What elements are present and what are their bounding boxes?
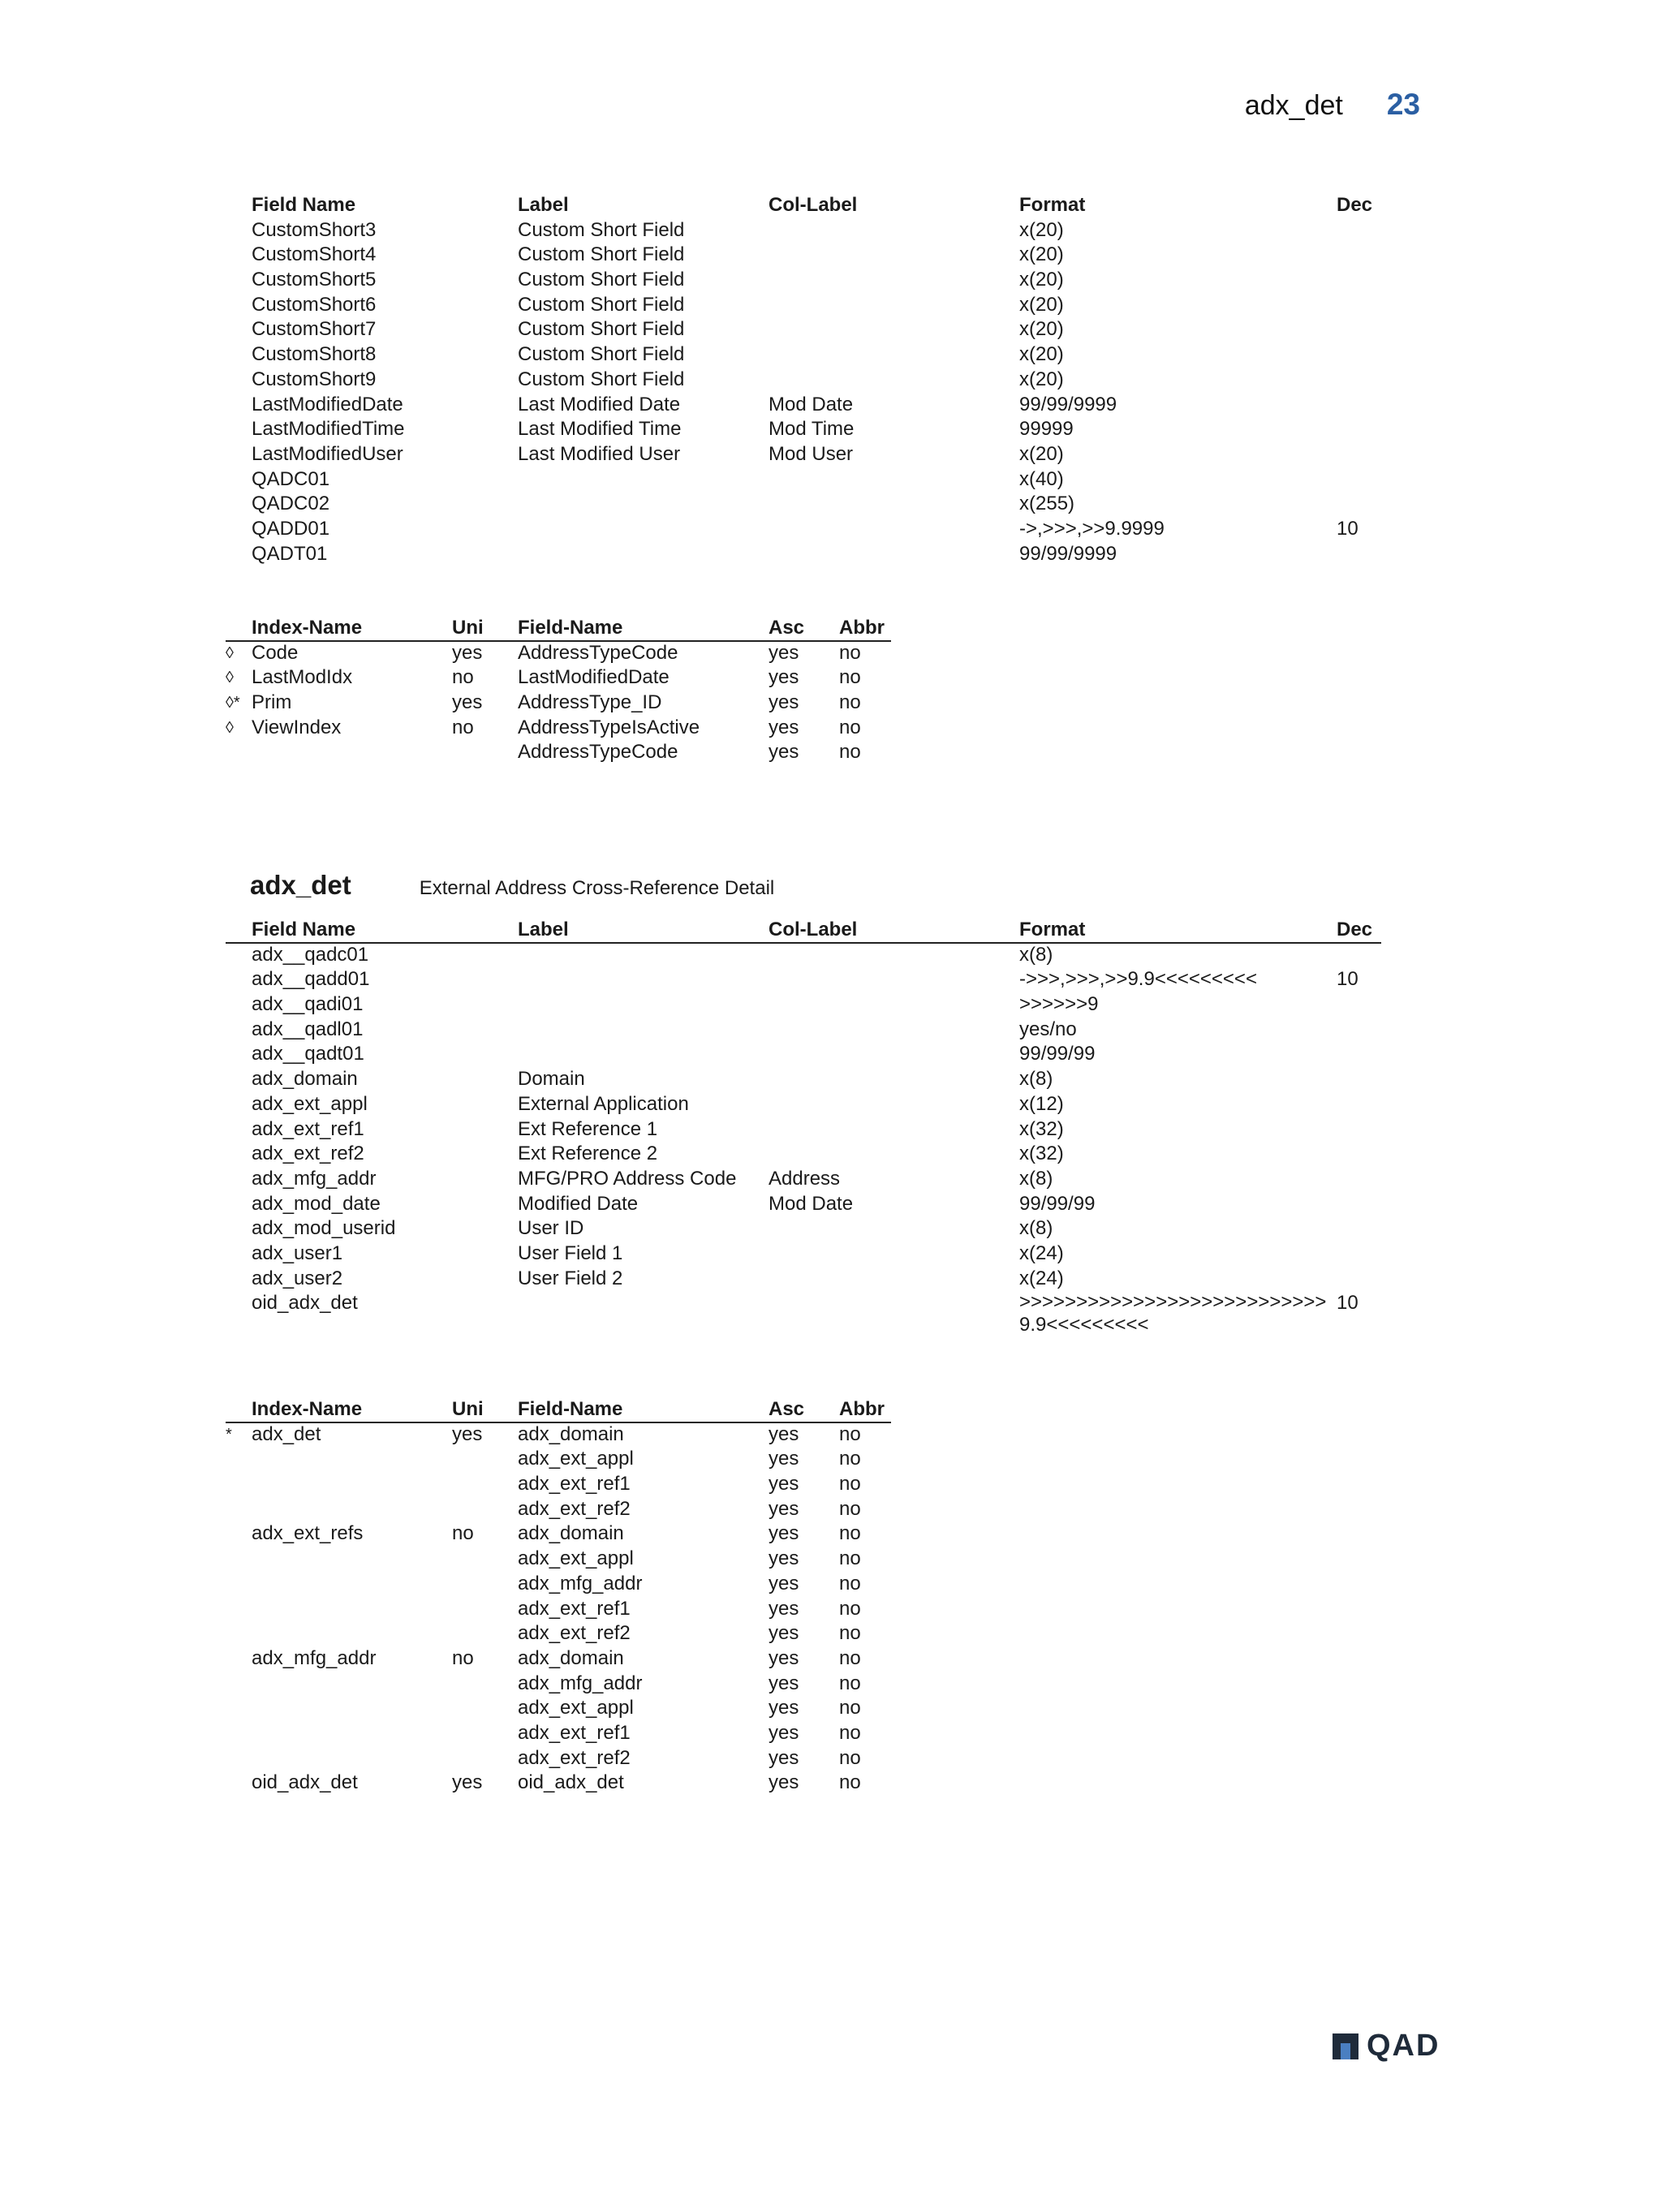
col-header-field-name: Field Name [252,194,356,216]
col-header-label: Label [518,919,569,940]
format-cell: >>>>>>>>>>>>>>>>>>>>>>>>>>>9.9<<<<<<<<< [1019,1291,1327,1336]
index-name-cell: oid_adx_det [252,1771,358,1794]
format-cell: x(20) [1019,318,1064,341]
format-cell: ->,>>>,>>9.9999 [1019,517,1165,540]
field-name-cell: LastModifiedDate [252,393,403,415]
field-name-cell: oid_adx_det [252,1292,358,1315]
abbreviated-cell: no [839,1746,861,1769]
ascending-cell: yes [769,1771,799,1794]
field-name-cell: adx_ext_appl [252,1092,368,1115]
field-name-cell: QADC01 [252,467,330,490]
abbreviated-cell: no [839,1422,861,1445]
label-cell: User ID [518,1217,584,1240]
col-header-field-name: Field Name [252,919,356,940]
ascending-cell: yes [769,1497,799,1520]
format-cell: >>>>>>9 [1019,993,1099,1016]
ascending-cell: yes [769,716,799,738]
field-name-cell: adx__qadl01 [252,1018,364,1040]
format-cell: x(20) [1019,243,1064,266]
field-name-cell: CustomShort3 [252,218,377,241]
page-header [1245,88,1420,122]
qad-logo-mark-icon [1329,2032,1362,2061]
ascending-cell: yes [769,1622,799,1645]
index-name-cell: adx_mfg_addr [252,1646,377,1669]
index-field-cell: AddressTypeCode [518,641,678,664]
index-field-cell: adx_domain [518,1646,624,1669]
format-cell: ->>>,>>>,>>9.9<<<<<<<<< [1019,968,1257,991]
index-name-cell: Code [252,641,299,664]
unique-cell: no [452,1522,474,1545]
page-number: 23 [1386,88,1420,121]
index-marker: ◊ [226,718,234,737]
label-cell: Last Modified User [518,442,681,465]
abbreviated-cell: no [839,1497,861,1520]
format-cell: x(24) [1019,1242,1064,1264]
field-name-cell: CustomShort7 [252,318,377,341]
index-marker: ◊ [226,669,234,687]
col-header-label: Label [518,194,569,216]
ascending-cell: yes [769,1422,799,1445]
abbreviated-cell: no [839,1771,861,1794]
col-header-field-name: Field-Name [518,1398,623,1420]
col-header-uni: Uni [452,1398,484,1420]
unique-cell: yes [452,1422,483,1445]
field-name-cell: QADT01 [252,542,328,565]
field-name-cell: CustomShort5 [252,269,377,291]
index-name-cell: adx_det [252,1422,321,1445]
dec-cell: 10 [1337,1292,1358,1315]
format-cell: x(8) [1019,1167,1053,1190]
field-name-cell: adx_ext_ref2 [252,1143,364,1165]
index-field-cell: LastModifiedDate [518,666,670,689]
label-cell: Custom Short Field [518,218,685,241]
index-field-cell: AddressType_ID [518,691,662,714]
format-cell: x(32) [1019,1117,1064,1140]
col-header-abbr: Abbr [839,617,885,639]
field-name-cell: adx_mfg_addr [252,1167,377,1190]
format-cell: yes/no [1019,1018,1077,1040]
label-cell: Custom Short Field [518,318,685,341]
field-name-cell: CustomShort4 [252,243,377,266]
abbreviated-cell: no [839,1448,861,1470]
col-header-index-name: Index-Name [252,617,363,639]
format-cell: x(8) [1019,1068,1053,1091]
col-header-format: Format [1019,194,1086,216]
col-label-cell: Mod Date [769,393,854,415]
index-field-cell: adx_mfg_addr [518,1572,643,1594]
abbreviated-cell: no [839,1597,861,1620]
index-field-cell: AddressTypeCode [518,741,678,764]
col-header-index-name: Index-Name [252,1398,363,1420]
field-name-cell: CustomShort8 [252,343,377,366]
ascending-cell: yes [769,1572,799,1594]
label-cell: Last Modified Date [518,393,681,415]
index-marker: * [226,1425,232,1444]
ascending-cell: yes [769,1473,799,1495]
field-name-cell: adx_user1 [252,1242,343,1264]
ascending-cell: yes [769,1746,799,1769]
format-cell: x(24) [1019,1267,1064,1289]
label-cell: Domain [518,1068,585,1091]
abbreviated-cell: no [839,1547,861,1570]
unique-cell: no [452,1646,474,1669]
field-name-cell: adx_mod_date [252,1192,381,1215]
col-label-cell: Mod User [769,442,854,465]
col-header-abbr: Abbr [839,1398,885,1420]
index-name-cell: adx_ext_refs [252,1522,364,1545]
col-label-cell: Mod Date [769,1192,854,1215]
field-name-cell: adx_user2 [252,1267,343,1289]
ascending-cell: yes [769,691,799,714]
abbreviated-cell: no [839,1522,861,1545]
index-field-cell: adx_ext_ref1 [518,1721,631,1744]
header-rule [226,942,1381,944]
format-cell: x(20) [1019,442,1064,465]
index-field-cell: adx_ext_ref2 [518,1622,631,1645]
label-cell: Custom Short Field [518,368,685,390]
field-name-cell: adx__qadi01 [252,993,364,1016]
index-name-cell: Prim [252,691,292,714]
col-label-cell: Mod Time [769,418,855,441]
col-label-cell: Address [769,1167,841,1190]
index-field-cell: adx_domain [518,1522,624,1545]
field-name-cell: adx__qadt01 [252,1043,364,1065]
index-field-cell: adx_ext_appl [518,1697,634,1719]
running-title: adx_det [1244,90,1343,121]
label-cell: Ext Reference 2 [518,1143,658,1165]
unique-cell: no [452,666,474,689]
ascending-cell: yes [769,1597,799,1620]
col-header-col-label: Col-Label [769,919,858,940]
label-cell: User Field 2 [518,1267,623,1289]
index-name-cell: ViewIndex [252,716,342,738]
field-name-cell: adx_ext_ref1 [252,1117,364,1140]
field-name-cell: CustomShort6 [252,293,377,316]
format-cell: x(32) [1019,1143,1064,1165]
field-name-cell: QADC02 [252,493,330,515]
col-header-dec: Dec [1337,194,1373,216]
label-cell: Custom Short Field [518,343,685,366]
ascending-cell: yes [769,1547,799,1570]
ascending-cell: yes [769,1697,799,1719]
unique-cell: yes [452,691,483,714]
format-cell: 99/99/99 [1019,1192,1096,1215]
format-cell: x(20) [1019,269,1064,291]
index-field-cell: adx_ext_ref2 [518,1497,631,1520]
abbreviated-cell: no [839,666,861,689]
label-cell: External Application [518,1092,689,1115]
dec-cell: 10 [1337,517,1358,540]
ascending-cell: yes [769,666,799,689]
index-field-cell: adx_ext_ref1 [518,1597,631,1620]
abbreviated-cell: no [839,1721,861,1744]
field-name-cell: adx_mod_userid [252,1217,396,1240]
ascending-cell: yes [769,741,799,764]
field-name-cell: CustomShort9 [252,368,377,390]
index-field-cell: adx_ext_appl [518,1448,634,1470]
index-field-cell: adx_domain [518,1422,624,1445]
ascending-cell: yes [769,1721,799,1744]
format-cell: 99/99/99 [1019,1043,1096,1065]
abbreviated-cell: no [839,691,861,714]
abbreviated-cell: no [839,741,861,764]
ascending-cell: yes [769,1522,799,1545]
col-header-col-label: Col-Label [769,194,858,216]
label-cell: Custom Short Field [518,293,685,316]
label-cell: Custom Short Field [518,269,685,291]
format-cell: x(12) [1019,1092,1064,1115]
field-name-cell: adx__qadc01 [252,943,369,966]
index-field-cell: adx_ext_appl [518,1547,634,1570]
ascending-cell: yes [769,641,799,664]
label-cell: User Field 1 [518,1242,623,1264]
col-header-format: Format [1019,919,1086,940]
index-marker: ◊ [226,643,234,662]
format-cell: x(8) [1019,1217,1053,1240]
field-name-cell: LastModifiedTime [252,418,405,441]
unique-cell: yes [452,641,483,664]
index-field-cell: oid_adx_det [518,1771,624,1794]
label-cell: Last Modified Time [518,418,682,441]
format-cell: x(20) [1019,293,1064,316]
field-name-cell: LastModifiedUser [252,442,403,465]
label-cell: MFG/PRO Address Code [518,1167,737,1190]
abbreviated-cell: no [839,641,861,664]
table-description: External Address Cross-Reference Detail [419,877,775,899]
col-header-asc: Asc [769,1398,805,1420]
field-name-cell: adx__qadd01 [252,968,370,991]
col-header-dec: Dec [1337,919,1373,940]
abbreviated-cell: no [839,1646,861,1669]
field-name-cell: adx_domain [252,1068,358,1091]
label-cell: Custom Short Field [518,243,685,266]
abbreviated-cell: no [839,1572,861,1594]
index-field-cell: adx_mfg_addr [518,1672,643,1694]
index-field-cell: AddressTypeIsActive [518,716,700,738]
format-cell: x(20) [1019,368,1064,390]
abbreviated-cell: no [839,716,861,738]
format-cell: x(20) [1019,343,1064,366]
col-header-asc: Asc [769,617,805,639]
unique-cell: no [452,716,474,738]
dec-cell: 10 [1337,968,1358,991]
format-cell: 99999 [1019,418,1074,441]
label-cell: Modified Date [518,1192,639,1215]
format-cell: x(20) [1019,218,1064,241]
col-header-uni: Uni [452,617,484,639]
ascending-cell: yes [769,1448,799,1470]
ascending-cell: yes [769,1672,799,1694]
index-field-cell: adx_ext_ref2 [518,1746,631,1769]
abbreviated-cell: no [839,1697,861,1719]
abbreviated-cell: no [839,1473,861,1495]
label-cell: Ext Reference 1 [518,1117,658,1140]
index-field-cell: adx_ext_ref1 [518,1473,631,1495]
unique-cell: yes [452,1771,483,1794]
format-cell: 99/99/9999 [1019,393,1117,415]
col-header-field-name: Field-Name [518,617,623,639]
qad-logo-text: QAD [1367,2029,1440,2063]
qad-logo [1329,2029,1440,2064]
index-marker: ◊* [226,694,240,712]
index-name-cell: LastModIdx [252,666,353,689]
format-cell: 99/99/9999 [1019,542,1117,565]
format-cell: x(255) [1019,493,1075,515]
abbreviated-cell: no [839,1672,861,1694]
field-name-cell: QADD01 [252,517,330,540]
format-cell: x(40) [1019,467,1064,490]
format-cell: x(8) [1019,943,1053,966]
table-name: adx_det [250,870,351,900]
ascending-cell: yes [769,1646,799,1669]
section-title [250,870,774,901]
abbreviated-cell: no [839,1622,861,1645]
